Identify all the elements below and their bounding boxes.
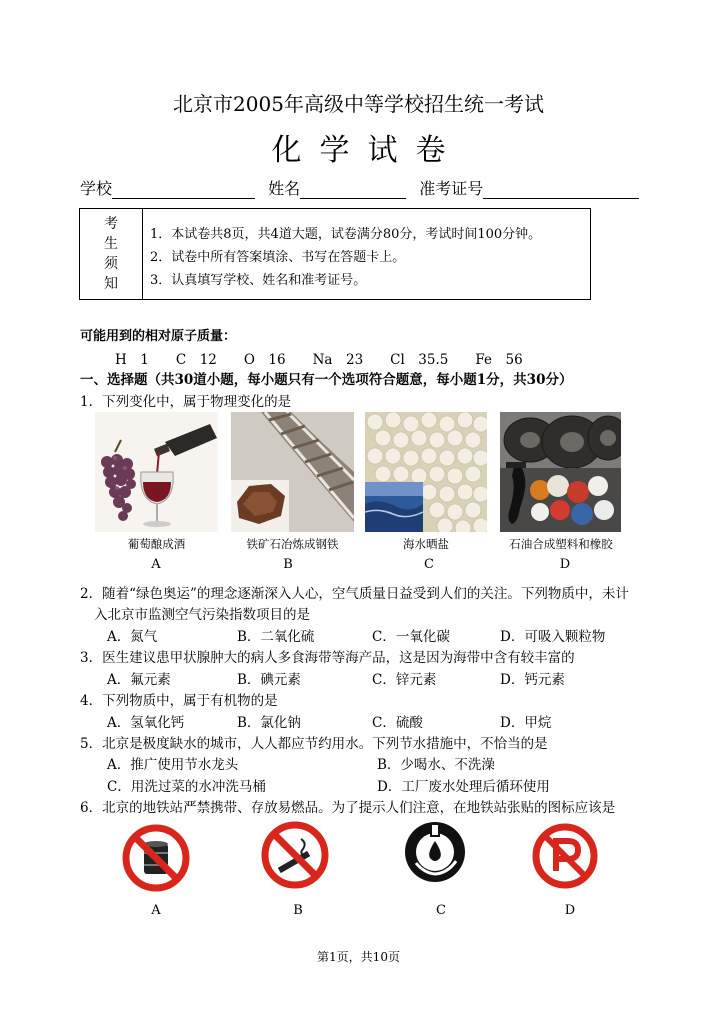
q2-option-d: D．可吸入颗粒物 (500, 629, 606, 645)
page-number: 第1页，共10页 (317, 950, 400, 964)
notice-item: 3．认真填写学校、姓名和准考证号。 (150, 273, 367, 288)
exam-title: 北京市2005年高级中等学校招生统一考试 (173, 92, 544, 116)
school-blank[interactable] (112, 182, 255, 199)
question-2-stem: 2．随着“绿色奥运”的理念逐渐深入人心，空气质量日益受到人们的关注。下列物质中，未计 (80, 586, 629, 602)
option-letter-b: B (283, 557, 293, 572)
q6-letter-a: A (151, 903, 161, 918)
q5-option-b: B．少喝水、不洗澡 (377, 757, 495, 773)
notice-heading: 考 生 须 知 (80, 209, 143, 299)
q3-option-a: A．氟元素 (107, 672, 171, 688)
q3-option-d: D．钙元素 (500, 672, 565, 688)
grape-wine-image (95, 412, 218, 532)
no-smoking-sign-icon (261, 821, 329, 889)
atomic-mass-values: H 1 C 12 O 16 Na 23 Cl 35.5 Fe 56 (115, 352, 523, 368)
school-label: 学校 (80, 179, 113, 198)
no-parking-sign-icon (532, 823, 598, 889)
notice-item: 2．试卷中所有答案填涂、书写在答题卡上。 (150, 250, 406, 265)
iron-ore-railway-image (231, 412, 354, 532)
q2-option-b: B．二氧化硫 (237, 629, 315, 645)
q4-option-c: C．硫酸 (372, 715, 423, 731)
q5-option-a: A．推广使用节水龙头 (107, 757, 239, 773)
question-1-stem: 1．下列变化中，属于物理变化的是 (80, 394, 292, 410)
candidate-info-line (80, 176, 639, 199)
sea-salt-image (365, 412, 487, 532)
q3-option-b: B．碘元素 (237, 672, 301, 688)
notice-items (150, 223, 541, 292)
q4-option-a: A．氢氧化钙 (107, 715, 185, 731)
q2-option-a: A．氮气 (107, 629, 158, 645)
q6-letter-c: C (436, 903, 446, 918)
question-3-stem: 3．医生建议患甲状腺肿大的病人多食海带等海产品，这是因为海带中含有较丰富的 (80, 650, 575, 666)
name-blank[interactable] (300, 182, 406, 199)
caption-b: 铁矿石冶炼成钢铁 (246, 537, 339, 551)
q6-letter-b: B (293, 903, 303, 918)
option-letter-a: A (151, 557, 161, 572)
caption-d: 石油合成塑料和橡胶 (509, 537, 613, 551)
paper-title: 化学试卷 (271, 133, 464, 168)
q5-option-d: D．工厂废水处理后循环使用 (377, 779, 550, 795)
question-6-stem: 6．北京的地铁站严禁携带、存放易燃品。为了提示人们注意，在地铁站张贴的图标应该是 (80, 800, 616, 816)
name-label: 姓名 (268, 179, 301, 198)
q2-option-c: C．一氧化碳 (372, 629, 450, 645)
option-letter-c: C (424, 557, 434, 572)
id-label: 准考证号 (419, 179, 484, 198)
id-blank[interactable] (483, 182, 639, 199)
water-saving-sign-icon (404, 821, 466, 883)
atomic-mass-label: 可能用到的相对原子质量： (80, 329, 237, 344)
q6-letter-d: D (564, 903, 576, 918)
plastic-rubber-image (500, 412, 621, 532)
caption-a: 葡萄酿成酒 (127, 537, 186, 551)
question-5-stem: 5．北京是极度缺水的城市，人人都应节约用水。下列节水措施中，不恰当的是 (80, 736, 548, 752)
option-letter-d: D (559, 557, 571, 572)
question-2-stem-cont: 入北京市监测空气污染指数项目的是 (94, 607, 310, 623)
no-flammable-sign-icon (122, 824, 190, 892)
notice-item: 1．本试卷共8页，共4道大题，试卷满分80分，考试时间100分钟。 (150, 227, 542, 242)
q4-option-b: B．氯化钠 (237, 715, 301, 731)
candidate-notice-box (79, 208, 591, 300)
q4-option-d: D．甲烷 (500, 715, 552, 731)
q5-option-c: C．用洗过菜的水冲洗马桶 (107, 779, 266, 795)
section-title: 一、选择题（共30道小题，每小题只有一个选项符合题意，每小题1分，共30分） (80, 372, 573, 388)
q3-option-c: C．锌元素 (372, 672, 437, 688)
caption-c: 海水晒盐 (403, 537, 449, 551)
question-4-stem: 4．下列物质中，属于有机物的是 (80, 693, 278, 709)
